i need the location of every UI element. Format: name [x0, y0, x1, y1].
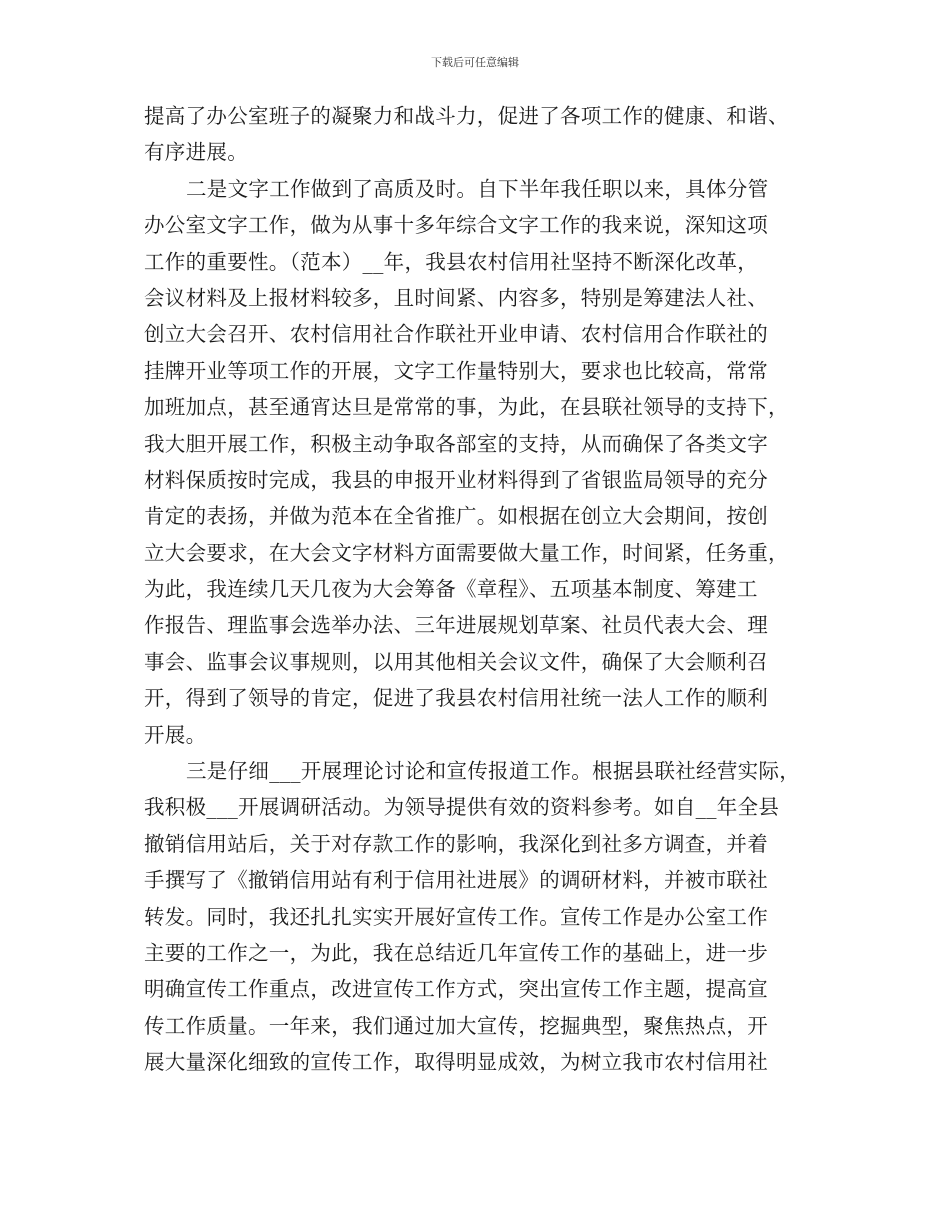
text-line: 立大会要求，在大会文字材料方面需要做大量工作，时间紧，任务重， — [144, 540, 789, 565]
text-line: 展大量深化细致的宣传工作，取得明显成效，为树立我市农村信用社 — [144, 1050, 768, 1075]
text-line: 明确宣传工作重点，改进宣传工作方式，突出宣传工作主题，提高宣 — [144, 977, 768, 1002]
text-line: 传工作质量。一年来，我们通过加大宣传，挖掘典型，聚焦热点，开 — [144, 1013, 768, 1038]
text-line: 转发。同时，我还扎扎实实开展好宣传工作。宣传工作是办公室工作 — [144, 904, 768, 929]
paragraph-start-line: 三是仔细___开展理论讨论和宣传报道工作。根据县联社经营实际， — [186, 759, 801, 784]
text-line: 创立大会召开、农村信用社合作联社开业申请、农村信用合作联社的 — [144, 322, 768, 347]
text-line: 提高了办公室班子的凝聚力和战斗力，促进了各项工作的健康、和谐、 — [144, 104, 789, 128]
text-line: 工作的重要性。（范本）__年，我县农村信用社坚持不断深化改革， — [144, 249, 759, 274]
text-line: 挂牌开业等项工作的开展，文字工作量特别大，要求也比较高，常常 — [144, 358, 768, 383]
text-line: 主要的工作之一，为此，我在总结近几年宣传工作的基础上，进一步 — [144, 940, 768, 965]
paragraph-start-line: 二是文字工作做到了高质及时。自下半年我任职以来，具体分管 — [186, 176, 769, 201]
text-line: 我积极___开展调研活动。为领导提供有效的资料参考。如自__年全县 — [144, 795, 780, 820]
text-line: 为此，我连续几天几夜为大会筹备《章程》、五项基本制度、筹建工 — [144, 577, 758, 602]
text-line: 会议材料及上报材料较多，且时间紧、内容多，特别是筹建法人社、 — [144, 285, 768, 310]
text-line: 作报告、理监事会选举办法、三年进展规划草案、社员代表大会、理 — [144, 613, 768, 638]
text-line: 手撰写了《撤销信用站有利于信用社进展》的调研材料，并被市联社 — [144, 868, 768, 893]
text-line: 肯定的表扬，并做为范本在全省推广。如根据在创立大会期间，按创 — [144, 504, 768, 529]
text-line: 材料保质按时完成，我县的申报开业材料得到了省银监局领导的充分 — [144, 467, 768, 492]
text-line: 加班加点，甚至通宵达旦是常常的事，为此，在县联社领导的支持下， — [144, 395, 789, 420]
text-line: 我大胆开展工作，积极主动争取各部室的支持，从而确保了各类文字 — [144, 431, 768, 456]
text-line: 事会、监事会议事规则，以用其他相关会议文件，确保了大会顺利召 — [144, 649, 768, 674]
text-line: 有序进展。 — [144, 140, 248, 165]
text-line: 办公室文字工作，做为从事十多年综合文字工作的我来说，深知这项 — [144, 213, 768, 238]
text-line: 开展。 — [144, 722, 207, 747]
text-line: 开，得到了领导的肯定，促进了我县农村信用社统一法人工作的顺利 — [144, 686, 768, 711]
text-line: 撤销信用站后，关于对存款工作的影响，我深化到社多方调查，并着 — [144, 831, 768, 856]
document-body — [144, 98, 814, 1081]
page-header: 下载后可任意编辑 — [431, 56, 519, 69]
